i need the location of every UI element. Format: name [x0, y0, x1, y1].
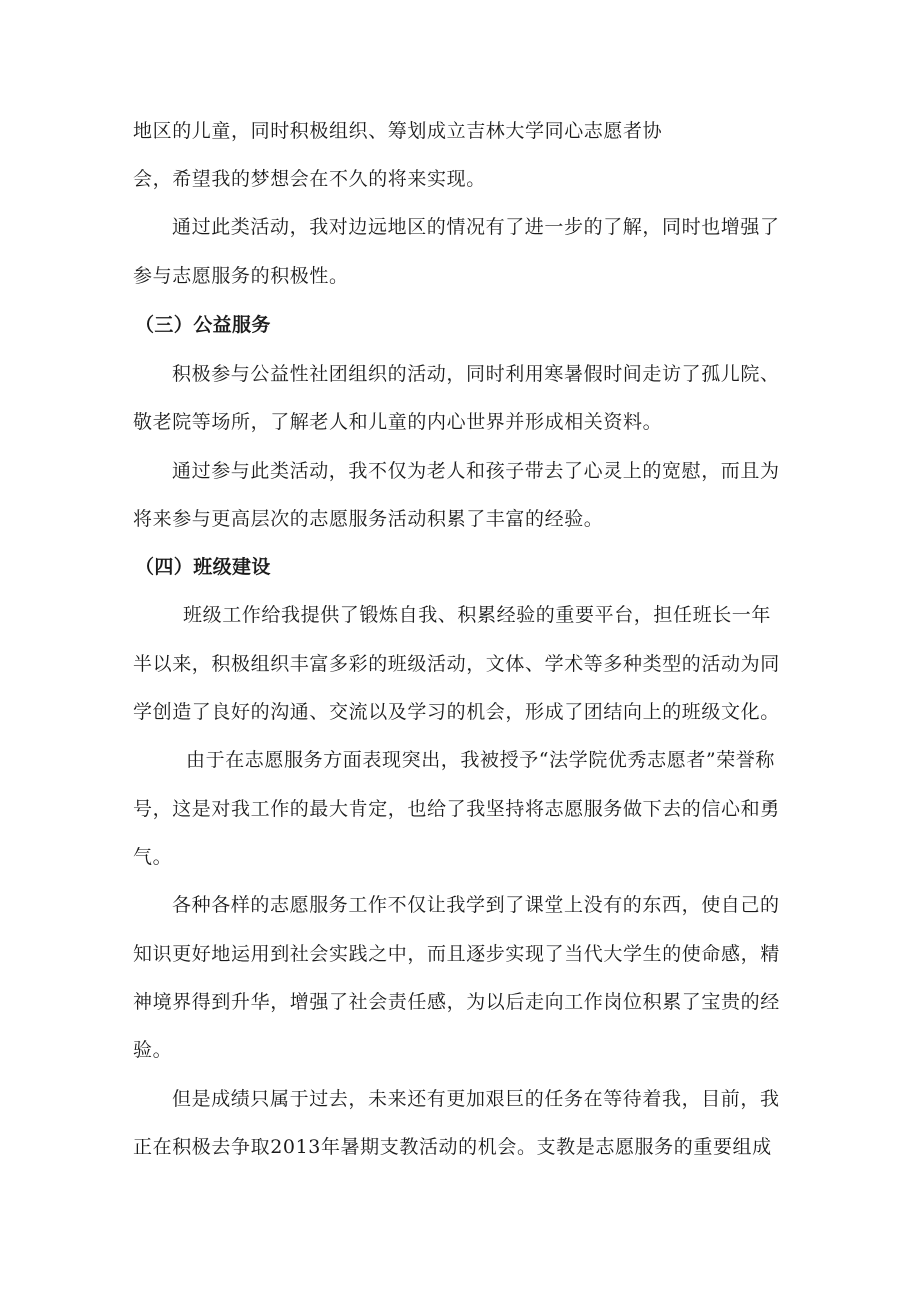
text-line: 积极参与公益性社团组织的活动，同时利用寒暑假时间走访了孤儿院、 — [172, 363, 780, 385]
text-line: 但是成绩只属于过去，未来还有更加艰巨的任务在等待着我，目前，我 — [172, 1088, 780, 1110]
text-line: 半以来，积极组织丰富多彩的班级活动，文体、学术等多种类型的活动为同 — [133, 653, 780, 675]
text-line: 各种各样的志愿服务工作不仅让我学到了课堂上没有的东西，使自己的 — [172, 894, 780, 916]
text-line: 验。 — [133, 1039, 173, 1061]
text-line: 知识更好地运用到社会实践之中，而且逐步实现了当代大学生的使命感，精 — [133, 943, 780, 965]
text-line: 由于在志愿服务方面表现突出，我被授予“法学院优秀志愿者”荣誉称 — [186, 749, 776, 771]
text-line: 敬老院等场所，了解老人和儿童的内心世界并形成相关资料。 — [133, 411, 663, 433]
text-line: 将来参与更高层次的志愿服务活动积累了丰富的经验。 — [133, 508, 604, 530]
text-line: 学创造了良好的沟通、交流以及学习的机会，形成了团结向上的班级文化。 — [133, 701, 780, 723]
text-line: 通过参与此类活动，我不仅为老人和孩子带去了心灵上的宽慰，而且为 — [172, 460, 780, 482]
text-line: 号，这是对我工作的最大肯定，也给了我坚持将志愿服务做下去的信心和勇 — [133, 798, 780, 820]
text-line: 通过此类活动，我对边远地区的情况有了进一步的了解，同时也增强了 — [172, 216, 780, 238]
text-line: 班级工作给我提供了锻炼自我、积累经验的重要平台，担任班长一年 — [183, 604, 772, 626]
text-line: 参与志愿服务的积极性。 — [133, 265, 349, 287]
section-heading: （四）班级建设 — [135, 556, 271, 578]
text-line: 正在积极去争取2013年暑期支教活动的机会。支教是志愿服务的重要组成 — [133, 1136, 772, 1158]
text-line: 气。 — [133, 846, 173, 868]
text-line: 地区的儿童，同时积极组织、筹划成立吉林大学同心志愿者协 — [133, 120, 663, 142]
text-line: 会，希望我的梦想会在不久的将来实现。 — [133, 168, 486, 190]
text-line: 神境界得到升华，增强了社会责任感，为以后走向工作岗位积累了宝贵的经 — [133, 991, 780, 1013]
section-heading: （三）公益服务 — [135, 314, 271, 336]
